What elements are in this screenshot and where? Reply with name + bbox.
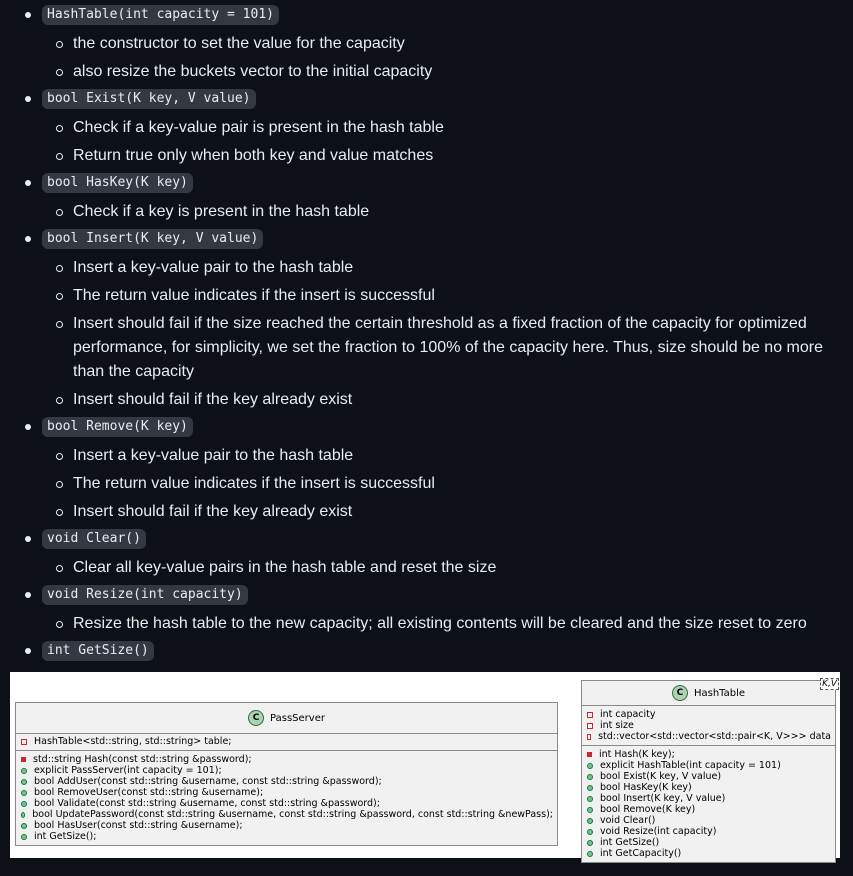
public-member-icon bbox=[587, 796, 593, 802]
uml-method bbox=[586, 826, 831, 837]
uml-field-text: HashTable<std::string, std::string> table; bbox=[34, 736, 232, 747]
method-note: Return true only when both key and value matches bbox=[42, 144, 853, 168]
uml-field-text: int capacity bbox=[600, 709, 656, 720]
method-note: Insert a key-value pair to the hash table bbox=[42, 444, 853, 468]
public-member-icon bbox=[587, 851, 593, 857]
uml-method-text: bool Remove(K key) bbox=[600, 804, 696, 815]
method-item bbox=[0, 580, 853, 636]
uml-method-text: explicit HashTable(int capacity = 101) bbox=[600, 760, 781, 771]
method-signature: bool Remove(K key) bbox=[42, 417, 193, 437]
method-signature: int GetSize() bbox=[42, 641, 154, 661]
method-notes bbox=[42, 200, 853, 224]
uml-field bbox=[586, 709, 831, 720]
method-item bbox=[0, 524, 853, 580]
uml-method-text: bool RemoveUser(const std::string &username); bbox=[34, 787, 264, 798]
public-member-icon bbox=[587, 807, 593, 813]
method-note: The return value indicates if the insert is successful bbox=[42, 284, 853, 308]
uml-method-text: int GetSize(); bbox=[34, 831, 97, 842]
uml-method-text: bool UpdatePassword(const std::string &username, const std::string &password, const std::string &newPass); bbox=[32, 809, 553, 820]
method-note: the constructor to set the value for the capacity bbox=[42, 32, 853, 56]
uml-method bbox=[586, 804, 831, 815]
private-method-icon bbox=[21, 757, 26, 762]
uml-method bbox=[586, 760, 831, 771]
method-item bbox=[0, 84, 853, 168]
uml-class-name: PassServer bbox=[270, 712, 325, 724]
uml-method bbox=[20, 776, 553, 787]
method-signature: HashTable(int capacity = 101) bbox=[42, 5, 279, 25]
method-signature: bool Insert(K key, V value) bbox=[42, 229, 263, 249]
method-signature: bool HasKey(K key) bbox=[42, 173, 193, 193]
uml-method-text: void Clear() bbox=[600, 815, 656, 826]
private-method-icon bbox=[587, 752, 592, 757]
uml-diagram bbox=[10, 672, 840, 858]
public-member-icon bbox=[21, 779, 27, 785]
uml-method-text: explicit PassServer(int capacity = 101); bbox=[34, 765, 222, 776]
uml-method bbox=[20, 798, 553, 809]
uml-method-text: void Resize(int capacity) bbox=[600, 826, 717, 837]
method-notes bbox=[42, 612, 853, 636]
uml-method-text: bool Validate(const std::string &username, const std::string &password); bbox=[34, 798, 380, 809]
uml-field-text: int size bbox=[600, 720, 634, 731]
uml-method bbox=[586, 782, 831, 793]
template-params: K,V bbox=[822, 679, 837, 689]
method-item bbox=[0, 0, 853, 84]
method-note: Insert should fail if the key already exist bbox=[42, 500, 853, 524]
method-signature: void Resize(int capacity) bbox=[42, 585, 248, 605]
method-note: Check if a key-value pair is present in the hash table bbox=[42, 116, 853, 140]
uml-method bbox=[586, 848, 831, 859]
public-member-icon bbox=[21, 812, 25, 818]
public-member-icon bbox=[21, 834, 27, 840]
method-note: Check if a key is present in the hash table bbox=[42, 200, 853, 224]
public-member-icon bbox=[21, 823, 27, 829]
method-notes bbox=[42, 256, 853, 412]
uml-class-passserver bbox=[15, 702, 558, 846]
public-member-icon bbox=[587, 829, 593, 835]
method-signature: bool Exist(K key, V value) bbox=[42, 89, 256, 109]
uml-fields bbox=[582, 705, 835, 745]
uml-field-text: std::vector<std::vector<std::pair<K, V>>> data bbox=[598, 731, 831, 742]
uml-method bbox=[20, 765, 553, 776]
public-member-icon bbox=[587, 763, 593, 769]
uml-method-text: int GetCapacity() bbox=[600, 848, 682, 859]
uml-class-header bbox=[16, 703, 557, 733]
uml-method-text: bool Exist(K key, V value) bbox=[600, 771, 722, 782]
private-field-icon bbox=[587, 712, 593, 718]
uml-methods bbox=[16, 750, 557, 845]
uml-field bbox=[20, 736, 553, 747]
public-member-icon bbox=[21, 801, 27, 807]
uml-method-text: bool HasKey(K key) bbox=[600, 782, 692, 793]
method-note: Insert should fail if the key already exist bbox=[42, 388, 853, 412]
method-note: Resize the hash table to the new capacity; all existing contents will be cleared and the size reset to zero bbox=[42, 612, 853, 636]
uml-method bbox=[586, 837, 831, 848]
method-item bbox=[0, 224, 853, 412]
uml-method bbox=[586, 771, 831, 782]
uml-class-name: HashTable bbox=[693, 687, 746, 699]
uml-method bbox=[20, 809, 553, 820]
uml-field bbox=[586, 720, 831, 731]
method-note: Insert should fail if the size reached the certain threshold as a fixed fraction of the capacity for optimized performance, for simplicity, we set the fraction to 100% of the capacity here. Thus, size should be no more than the capacity bbox=[42, 312, 853, 384]
method-signature: void Clear() bbox=[42, 529, 146, 549]
uml-method bbox=[586, 815, 831, 826]
uml-method bbox=[20, 754, 553, 765]
uml-method-text: int Hash(K key); bbox=[599, 749, 675, 760]
uml-method-text: bool Insert(K key, V value) bbox=[600, 793, 726, 804]
method-note: Clear all key-value pairs in the hash table and reset the size bbox=[42, 556, 853, 580]
uml-class-header bbox=[582, 681, 835, 705]
method-item bbox=[0, 168, 853, 224]
method-notes bbox=[42, 116, 853, 168]
public-member-icon bbox=[21, 768, 27, 774]
uml-method bbox=[586, 749, 831, 760]
private-field-icon bbox=[587, 723, 593, 729]
public-member-icon bbox=[21, 790, 27, 796]
method-notes bbox=[42, 32, 853, 84]
uml-class-hashtable bbox=[581, 680, 836, 863]
method-notes bbox=[42, 444, 853, 524]
method-item bbox=[0, 412, 853, 524]
method-note: The return value indicates if the insert is successful bbox=[42, 472, 853, 496]
class-badge-icon: C bbox=[248, 710, 264, 726]
private-field-icon bbox=[21, 739, 27, 745]
public-member-icon bbox=[587, 774, 593, 780]
uml-method bbox=[20, 820, 553, 831]
public-member-icon bbox=[587, 818, 593, 824]
uml-field bbox=[586, 731, 831, 742]
method-note: also resize the buckets vector to the initial capacity bbox=[42, 60, 853, 84]
uml-method bbox=[586, 793, 831, 804]
uml-method-text: bool AddUser(const std::string &username, const std::string &password); bbox=[34, 776, 382, 787]
public-member-icon bbox=[587, 785, 593, 791]
private-field-icon bbox=[587, 734, 591, 740]
uml-method bbox=[20, 831, 553, 842]
uml-method bbox=[20, 787, 553, 798]
method-notes bbox=[42, 556, 853, 580]
method-note: Insert a key-value pair to the hash table bbox=[42, 256, 853, 280]
uml-method-text: std::string Hash(const std::string &password); bbox=[33, 754, 252, 765]
uml-fields bbox=[16, 733, 557, 750]
uml-methods bbox=[582, 745, 835, 862]
uml-method-text: bool HasUser(const std::string &username); bbox=[34, 820, 243, 831]
uml-method-text: int GetSize() bbox=[600, 837, 660, 848]
class-badge-icon: C bbox=[672, 685, 688, 701]
public-member-icon bbox=[587, 840, 593, 846]
